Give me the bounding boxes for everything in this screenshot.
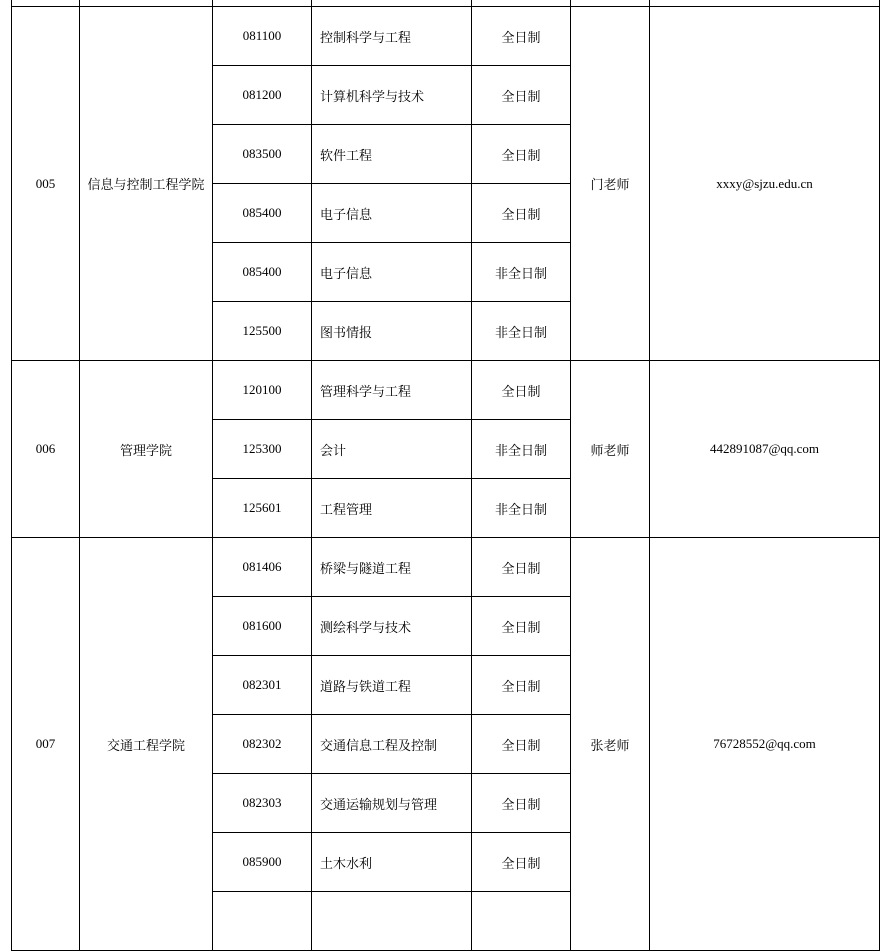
program-name-cell bbox=[312, 892, 472, 951]
program-name-cell: 土木水利 bbox=[312, 833, 472, 892]
study-mode-cell: 全日制 bbox=[472, 7, 571, 66]
study-mode-cell: 全日制 bbox=[472, 66, 571, 125]
program-code-cell: 085400 bbox=[213, 184, 312, 243]
department-id-cell: 005 bbox=[12, 7, 80, 361]
program-code-cell: 083500 bbox=[213, 125, 312, 184]
program-name-cell: 交通信息工程及控制 bbox=[312, 715, 472, 774]
study-mode-cell: 全日制 bbox=[472, 656, 571, 715]
contact-person-cell: 张老师 bbox=[571, 538, 650, 951]
study-mode-cell: 全日制 bbox=[472, 184, 571, 243]
study-mode-cell: 非全日制 bbox=[472, 243, 571, 302]
department-id-cell: 007 bbox=[12, 538, 80, 951]
program-name-cell: 交通运输规划与管理 bbox=[312, 774, 472, 833]
study-mode-cell bbox=[472, 892, 571, 951]
study-mode-cell: 全日制 bbox=[472, 833, 571, 892]
program-name-cell: 桥梁与隧道工程 bbox=[312, 538, 472, 597]
study-mode-cell: 全日制 bbox=[472, 715, 571, 774]
program-name-cell: 图书情报 bbox=[312, 302, 472, 361]
program-name-cell: 管理科学与工程 bbox=[312, 361, 472, 420]
study-mode-cell: 全日制 bbox=[472, 774, 571, 833]
program-code-cell: 081600 bbox=[213, 597, 312, 656]
department-name-cell: 管理学院 bbox=[80, 361, 213, 538]
table-row bbox=[12, 361, 880, 420]
program-code-cell: 125300 bbox=[213, 420, 312, 479]
program-code-cell: 082303 bbox=[213, 774, 312, 833]
study-mode-cell: 全日制 bbox=[472, 538, 571, 597]
program-name-cell: 控制科学与工程 bbox=[312, 7, 472, 66]
study-mode-cell: 非全日制 bbox=[472, 479, 571, 538]
program-code-cell bbox=[213, 892, 312, 951]
program-name-cell: 软件工程 bbox=[312, 125, 472, 184]
program-code-cell: 085900 bbox=[213, 833, 312, 892]
program-code-cell: 081406 bbox=[213, 538, 312, 597]
study-mode-cell: 全日制 bbox=[472, 125, 571, 184]
study-mode-cell: 全日制 bbox=[472, 361, 571, 420]
program-code-cell: 082301 bbox=[213, 656, 312, 715]
study-mode-cell: 非全日制 bbox=[472, 420, 571, 479]
program-code-cell: 085400 bbox=[213, 243, 312, 302]
department-name-cell: 交通工程学院 bbox=[80, 538, 213, 951]
program-code-cell: 125500 bbox=[213, 302, 312, 361]
contact-email-cell: xxxy@sjzu.edu.cn bbox=[650, 7, 880, 361]
program-table bbox=[11, 0, 880, 951]
program-name-cell: 电子信息 bbox=[312, 184, 472, 243]
program-code-cell: 125601 bbox=[213, 479, 312, 538]
table-row bbox=[12, 538, 880, 597]
program-name-cell: 工程管理 bbox=[312, 479, 472, 538]
program-name-cell: 会计 bbox=[312, 420, 472, 479]
department-id-cell: 006 bbox=[12, 361, 80, 538]
study-mode-cell: 非全日制 bbox=[472, 302, 571, 361]
program-name-cell: 电子信息 bbox=[312, 243, 472, 302]
program-code-cell: 081200 bbox=[213, 66, 312, 125]
contact-email-cell: 442891087@qq.com bbox=[650, 361, 880, 538]
department-name-cell: 信息与控制工程学院 bbox=[80, 7, 213, 361]
program-code-cell: 120100 bbox=[213, 361, 312, 420]
program-name-cell: 计算机科学与技术 bbox=[312, 66, 472, 125]
program-code-cell: 082302 bbox=[213, 715, 312, 774]
table-row bbox=[12, 7, 880, 66]
contact-person-cell: 门老师 bbox=[571, 7, 650, 361]
contact-email-cell: 76728552@qq.com bbox=[650, 538, 880, 951]
study-mode-cell: 全日制 bbox=[472, 597, 571, 656]
program-name-cell: 测绘科学与技术 bbox=[312, 597, 472, 656]
contact-person-cell: 师老师 bbox=[571, 361, 650, 538]
program-name-cell: 道路与铁道工程 bbox=[312, 656, 472, 715]
program-code-cell: 081100 bbox=[213, 7, 312, 66]
